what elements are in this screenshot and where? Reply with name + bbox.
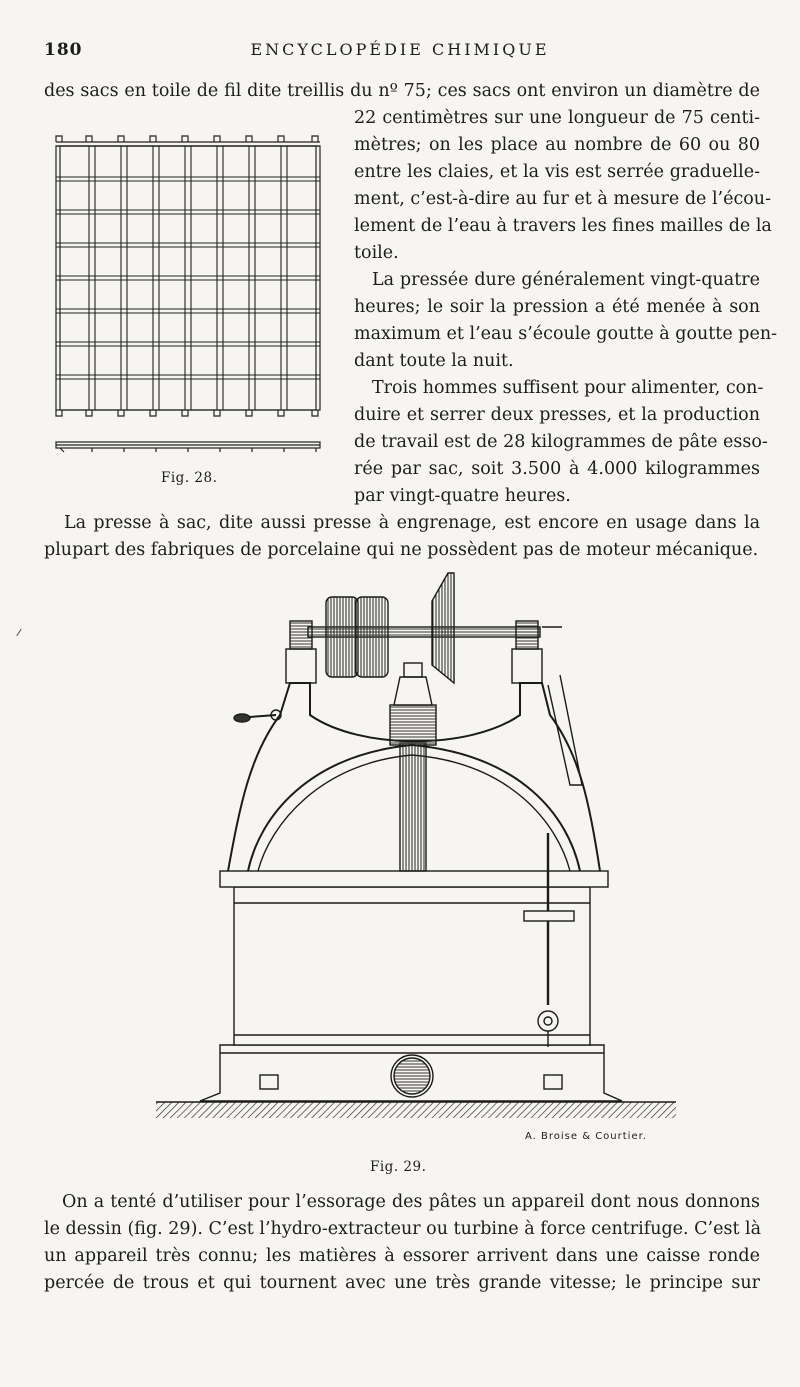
text-line: de travail est de 28 kilogrammes de pâte esso- <box>354 432 768 452</box>
text-line: toile. <box>354 243 399 263</box>
stray-mark <box>16 629 21 636</box>
text-line: des sacs en toile de fil dite treillis du nº 75; ces sacs ont environ un diamètre de <box>44 81 760 101</box>
text-line: lement de l’eau à travers les fines mailles de la <box>354 216 772 236</box>
engraver-credit: A. Broise & Courtier. <box>525 1131 647 1142</box>
text-line: heures; le soir la pression a été menée à son <box>354 297 760 317</box>
text-line: maximum et l’eau s’écoule goutte à goutte pen- <box>354 324 777 344</box>
running-title: ENCYCLOPÉDIE CHIMIQUE <box>250 40 550 59</box>
figure-28-caption: Fig. 28. <box>161 470 218 486</box>
text-line: 22 centimètres sur une longueur de 75 centi- <box>354 108 760 128</box>
hydro-extractor-figure <box>150 565 680 1130</box>
text-line: le dessin (fig. 29). C’est l’hydro-extracteur ou turbine à force centrifuge. C’est là <box>44 1219 762 1239</box>
text-line: un appareil très connu; les matières à essorer arrivent dans une caisse ronde <box>44 1246 760 1266</box>
text-line: ment, c’est-à-dire au fur et à mesure de l’écou- <box>354 189 771 209</box>
text-line: rée par sac, soit 3.500 à 4.000 kilogrammes <box>354 459 760 479</box>
text-line: par vingt-quatre heures. <box>354 486 571 506</box>
text-line: duire et serrer deux presses, et la production <box>354 405 760 425</box>
text-line: plupart des fabriques de porcelaine qui ne possèdent pas de moteur mécanique. <box>44 540 759 560</box>
text-line: On a tenté d’utiliser pour l’essorage des pâtes un appareil dont nous donnons <box>62 1192 760 1212</box>
text-line: dant toute la nuit. <box>354 351 514 371</box>
text-line: Trois hommes suffisent pour alimenter, con- <box>372 378 764 398</box>
text-line: entre les claies, et la vis est serrée graduelle- <box>354 162 760 182</box>
page-number: 180 <box>44 40 83 60</box>
text-line: percée de trous et qui tournent avec une très grande vitesse; le principe sur <box>44 1273 760 1293</box>
text-line: La pressée dure généralement vingt-quatre <box>372 270 760 290</box>
text-line: La presse à sac, dite aussi presse à engrenage, est encore en usage dans la <box>64 513 760 533</box>
running-head <box>44 40 756 64</box>
drying-rack-figure <box>52 130 324 460</box>
text-line: mètres; on les place au nombre de 60 ou 80 <box>354 135 760 155</box>
figure-29-caption: Fig. 29. <box>370 1159 427 1175</box>
